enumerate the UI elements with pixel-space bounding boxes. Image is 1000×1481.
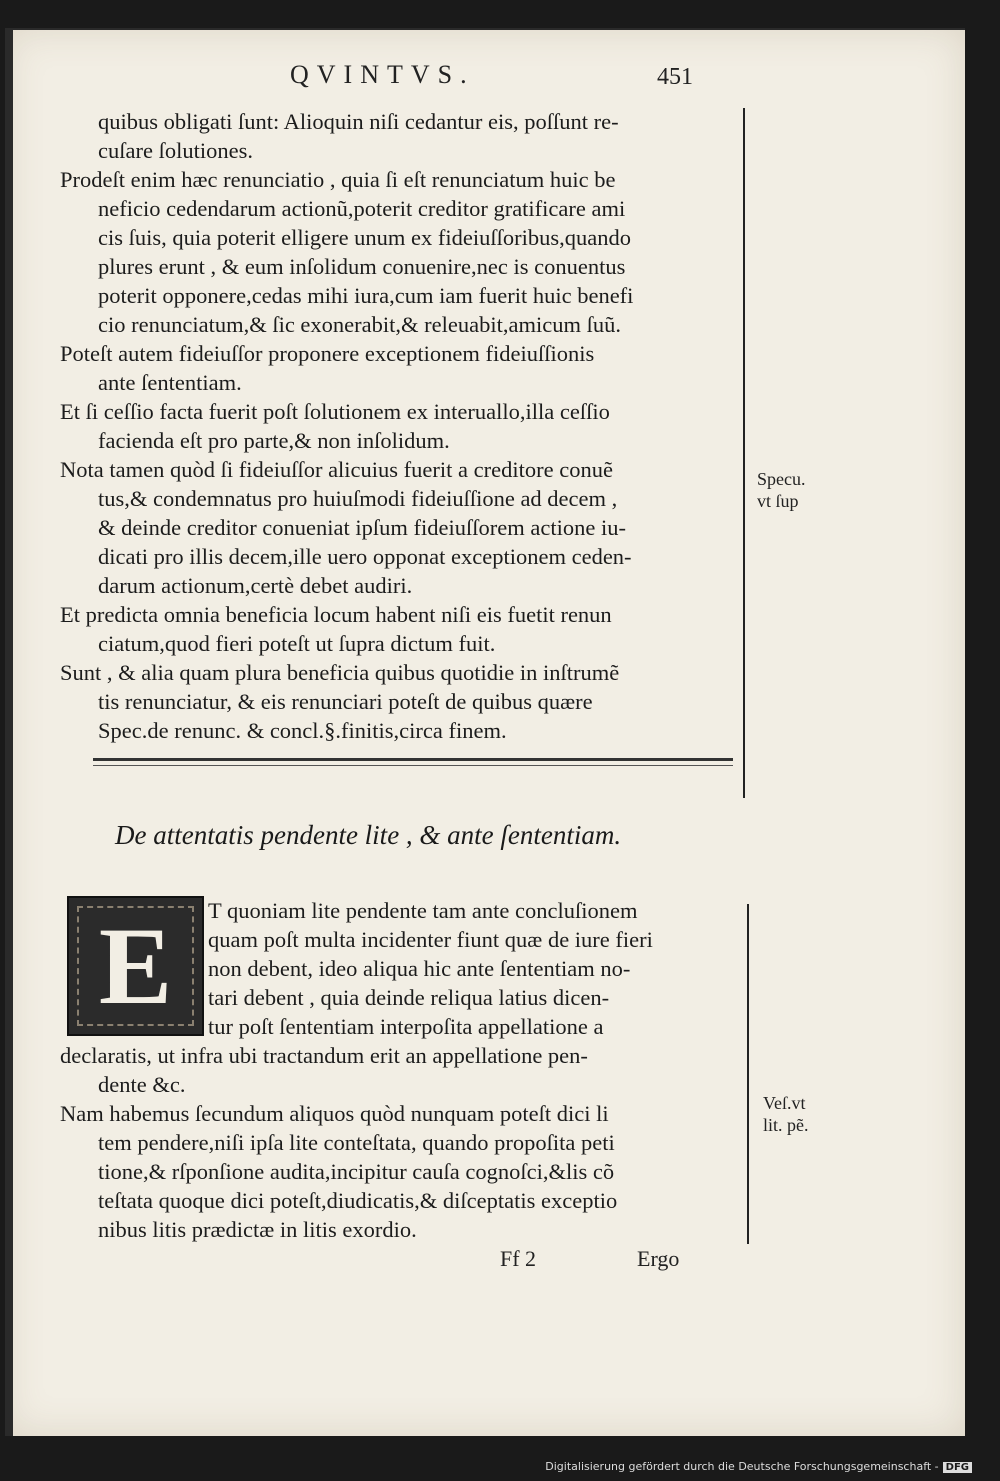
text-block-lower — [60, 896, 740, 1244]
paragraph-line: cis ſuis, quia poterit elligere unum ex fideiuſſoribus,quando — [98, 225, 632, 250]
paragraph-line: tem pendere,niſi ipſa lite conteſtata, quando propoſita peti — [98, 1130, 615, 1155]
paragraph-line: poterit opponere,cedas mihi iura,cum iam fuerit huic benefi — [98, 283, 634, 308]
section-divider — [93, 758, 733, 766]
paragraph — [60, 1041, 740, 1099]
paragraph — [60, 397, 740, 455]
margin-note-specu — [757, 468, 806, 512]
paragraph — [60, 600, 740, 658]
footer-text: Digitalisierung gefördert durch die Deutsche Forschungsgemeinschaft - — [545, 1460, 939, 1473]
paragraph-line: ante ſententiam. — [98, 370, 242, 395]
paragraph — [60, 455, 740, 600]
paragraph-first-line: Prodeſt enim hæc renunciatio , quia ſi eſt renunciatum huic be — [60, 167, 616, 192]
paragraph-line: tione,& rſponſione audita,incipitur cauſa cognoſci,&lis cõ — [98, 1159, 615, 1184]
margin-note-ves — [763, 1092, 809, 1136]
book-page — [5, 28, 965, 1436]
initial-letter: E — [98, 905, 173, 1027]
paragraph-first-line: Et ſi ceſſio facta fuerit poſt ſolutionem ex interuallo,illa ceſſio — [60, 399, 610, 424]
paragraph-line: tis renunciatur, & eis renunciari poteſt de quibus quære — [98, 689, 593, 714]
paragraph-line: quam poſt multa incidenter fiunt quæ de iure fieri — [208, 927, 653, 952]
paragraph-line: neficio cedendarum actionũ,poterit creditor gratificare ami — [98, 196, 626, 221]
paragraph-line: non debent, ideo aliqua hic ante ſententiam no- — [208, 956, 631, 981]
paragraph-line: cuſare ſolutiones. — [98, 138, 253, 163]
signature-mark: Ff 2 — [500, 1246, 537, 1271]
paragraph-line: dente &c. — [98, 1072, 186, 1097]
margin-note-line: Specu. — [757, 469, 806, 489]
paragraph-line: ciatum,quod fieri poteſt ut ſupra dictum fuit. — [98, 631, 496, 656]
paragraph — [60, 165, 740, 339]
paragraph-line: dicati pro illis decem,ille uero opponat exceptionem ceden- — [98, 544, 632, 569]
catchword: Ergo — [637, 1246, 680, 1271]
paragraph-line: nibus litis prædictæ in litis exordio. — [98, 1217, 417, 1242]
paragraph-first-line: Sunt , & alia quam plura beneficia quibus quotidie in inſtrumẽ — [60, 660, 620, 685]
paragraph-first-line: Nam habemus ſecundum aliquos quòd nunquam poteſt dici li — [60, 1101, 609, 1126]
paragraph-line: & deinde creditor conueniat ipſum fideiuſſorem actione iu- — [98, 515, 626, 540]
paragraph-line: plures erunt , & eum inſolidum conuenire,nec is conuentus — [98, 254, 626, 279]
paragraph — [60, 339, 740, 397]
paragraph-first-line: Et predicta omnia beneficia locum habent niſi eis fuetit renun — [60, 602, 612, 627]
paragraph-first-line: Poteſt autem fideiuſſor proponere exceptionem fideiuſſionis — [60, 341, 595, 366]
paragraph-line: tus,& condemnatus pro huiuſmodi fideiuſſione ad decem , — [98, 486, 618, 511]
paragraph-first-line: Nota tamen quòd ſi fideiuſſor alicuius fuerit a creditore conuẽ — [60, 457, 613, 482]
margin-bracket-lower — [747, 904, 749, 1244]
paragraph-line: facienda eſt pro parte,& non inſolidum. — [98, 428, 450, 453]
paragraph-line: cio renunciatum,& ſic exonerabit,& releuabit,amicum ſuũ. — [98, 312, 621, 337]
dfg-logo: DFG — [943, 1462, 972, 1473]
margin-bracket-upper — [743, 108, 745, 798]
margin-note-line: vt ſup — [757, 491, 799, 511]
digitization-footer — [545, 1460, 972, 1473]
running-head: QVINTVS. — [290, 60, 475, 89]
paragraph-line: Spec.de renunc. & concl.§.finitis,circa finem. — [98, 718, 507, 743]
paragraph-line: tur poſt ſententiam interpoſita appellatione a — [208, 1014, 604, 1039]
paragraph — [60, 658, 740, 745]
margin-note-line: Veſ.vt — [763, 1093, 806, 1113]
paragraph-line: teſtata quoque dici poteſt,diudicatis,& diſceptatis exceptio — [98, 1188, 618, 1213]
text-block-upper — [60, 107, 740, 745]
paragraph-line: tari debent , quia deinde reliqua latius dicen- — [208, 985, 610, 1010]
margin-note-line: lit. pẽ. — [763, 1115, 809, 1135]
paragraph-first-line: declaratis, ut infra ubi tractandum erit an appellatione pen- — [60, 1043, 588, 1068]
paragraph-line: darum actionum,certè debet audiri. — [98, 573, 413, 598]
page-number: 451 — [657, 64, 693, 90]
paragraph-first-line: quibus obligati ſunt: Alioquin niſi cedantur eis, poſſunt re- — [98, 109, 619, 134]
paragraph-line: T quoniam lite pendente tam ante concluſionem — [208, 898, 638, 923]
paragraph — [60, 1099, 740, 1244]
paragraph — [60, 107, 740, 165]
section-heading: De attentatis pendente lite , & ante ſententiam. — [115, 820, 622, 850]
